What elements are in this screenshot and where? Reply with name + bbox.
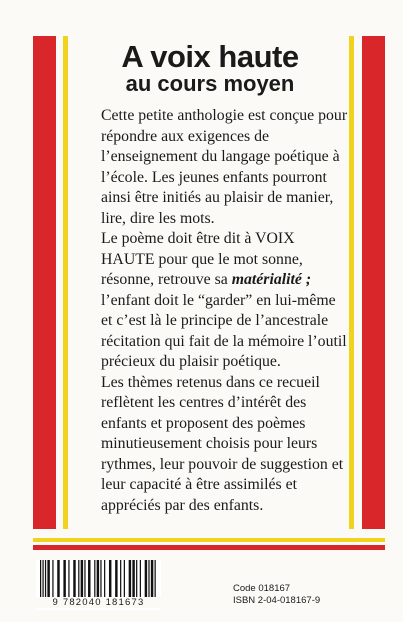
- isbn-line: ISBN 2-04-018167-9: [233, 595, 321, 606]
- blurb-text-span: Le poème doit être dit à VOIX HAUTE pour que le mot sonne, résonne, retrouve sa: [101, 230, 303, 288]
- blurb-emphasis: matérialité ;: [231, 271, 312, 288]
- book-title: A voix haute: [121, 39, 299, 74]
- barcode-number: 9 782040 181673: [36, 597, 161, 608]
- barcode-bar: [47, 560, 49, 600]
- barcode-bar: [148, 560, 149, 600]
- barcode-bar: [84, 560, 85, 600]
- product-codes: [233, 583, 320, 607]
- blurb-paragraph-1: [101, 106, 349, 229]
- barcode-bar: [63, 560, 65, 600]
- barcode-bar: [81, 560, 83, 600]
- barcode-bar: [124, 560, 125, 600]
- bottom-yellow-rule: [33, 538, 385, 542]
- code-line: Code 018167: [233, 583, 291, 594]
- barcode-bar: [136, 560, 137, 600]
- blurb-paragraph-2: [101, 229, 349, 373]
- barcode-bar: [97, 560, 99, 600]
- barcode-bar: [40, 560, 41, 600]
- barcode-bar: [45, 560, 46, 600]
- barcode-bar: [104, 560, 105, 600]
- barcode-bar: [115, 560, 117, 600]
- barcode-bar: [145, 560, 147, 600]
- left-red-stripe: [33, 36, 56, 529]
- barcode-bar: [100, 560, 101, 600]
- barcode-bar: [94, 560, 95, 600]
- bottom-red-rule: [33, 545, 385, 550]
- barcode-bar: [132, 560, 134, 600]
- barcode-bar: [68, 560, 69, 600]
- barcode-bar: [129, 560, 131, 600]
- blurb-text-span: l’enfant doit le “garder” en lui-même et c’est là le principe de l’ancestrale récitation qui fait de la mémoire l’outil précieux du plaisir poétique.: [101, 291, 347, 370]
- barcode-bars-icon: [36, 560, 161, 600]
- left-yellow-stripe: [63, 36, 68, 529]
- barcode-bar: [42, 560, 43, 600]
- barcode-bar: [78, 560, 79, 600]
- barcode-bar: [52, 560, 53, 600]
- barcode-bar: [73, 560, 75, 600]
- barcode-bar: [151, 560, 153, 600]
- barcode-bar: [155, 560, 156, 600]
- barcode-bar: [120, 560, 121, 600]
- right-yellow-stripe: [349, 36, 354, 529]
- blurb-paragraph-3: [101, 373, 349, 517]
- blurb-text-span: Cette petite anthologie est conçue pour répondre aux exigences de l’enseignement du langage poétique à l’école. Les jeunes enfants pourront ainsi être initiés au plaisir de manier, lire, dire les mots.: [101, 107, 348, 227]
- book-subtitle: au cours moyen: [125, 71, 295, 96]
- barcode-bar: [109, 560, 111, 600]
- barcode-bar: [140, 560, 141, 600]
- barcode-bar: [57, 560, 59, 600]
- blurb-text: [101, 106, 349, 516]
- right-red-stripe: [362, 36, 385, 529]
- blurb-text-span: Les thèmes retenus dans ce recueil reflètent les centres d’intérêt des enfants et proposent des poèmes minutieusement choisis pour leurs rythmes, leur pouvoir de suggestion et leur capacité à être assimilés et appréciés par des enfants.: [101, 373, 344, 514]
- barcode-bar: [88, 560, 90, 600]
